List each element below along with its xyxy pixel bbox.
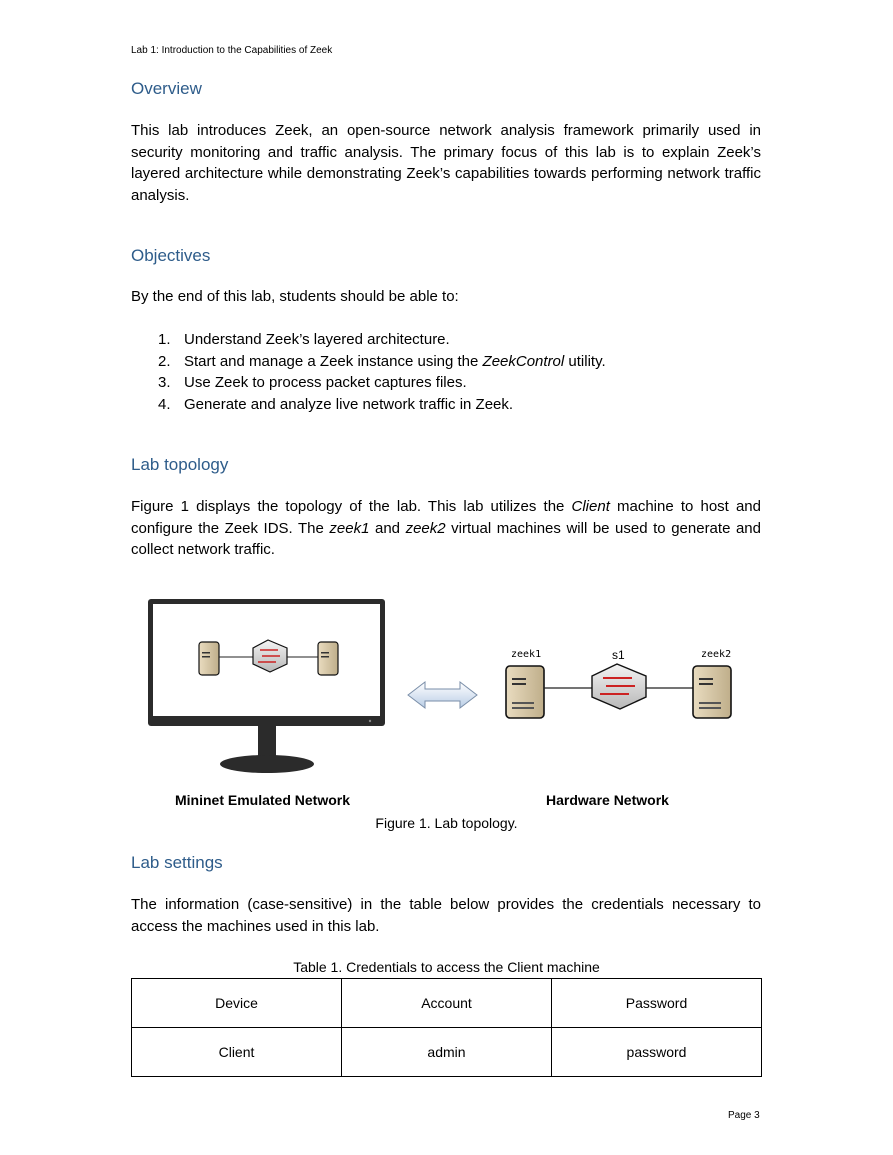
list-item: 3. Use Zeek to process packet captures files. [158, 374, 467, 391]
running-header: Lab 1: Introduction to the Capabilities of Zeek [131, 45, 333, 56]
zeek1-label: zeek1 [511, 649, 542, 660]
list-item: 4. Generate and analyze live network traffic in Zeek. [158, 395, 514, 413]
page-number: Page 3 [728, 1110, 760, 1121]
mininet-network-label: Mininet Emulated Network [175, 792, 351, 808]
mininet-host-left-icon [199, 642, 219, 675]
list-item: 1. Understand Zeek’s layered architecture. [158, 331, 450, 348]
overview-heading: Overview [131, 79, 202, 98]
zeek2-server-icon [693, 666, 731, 718]
zeek2-label: zeek2 [701, 649, 732, 660]
table-cell: admin [342, 1028, 552, 1077]
topology-text: Figure 1 displays the topology of the lab. This lab utilizes the Client machine to host and configure the Zeek IDS. The zeek1 and zeek2 virtual machines will be used to generate and collect network traffic. [131, 498, 761, 558]
column-header: Device [132, 979, 342, 1028]
topology-figure [140, 590, 760, 820]
table-header-row [132, 979, 762, 1028]
hardware-network-label: Hardware Network [546, 792, 669, 808]
mininet-host-right-icon [318, 642, 338, 675]
table-cell: Client [132, 1028, 342, 1077]
settings-text: The information (case-sensitive) in the table below provides the credentials necessary to access the machines used in this lab. [131, 896, 761, 935]
topology-heading: Lab topology [131, 455, 229, 474]
table-cell: password [552, 1028, 762, 1077]
settings-heading: Lab settings [131, 853, 223, 872]
table-caption: Table 1. Credentials to access the Client machine [293, 959, 600, 975]
credentials-table [131, 978, 762, 1077]
objectives-list [131, 329, 761, 415]
zeek1-server-icon [506, 666, 544, 718]
figure-caption: Figure 1. Lab topology. [375, 815, 518, 831]
objectives-heading: Objectives [131, 246, 211, 265]
column-header: Password [552, 979, 762, 1028]
objectives-intro: By the end of this lab, students should be able to: [131, 288, 459, 305]
s1-switch-icon [592, 664, 646, 709]
monitor-icon [148, 599, 385, 773]
s1-label: s1 [612, 648, 625, 662]
list-item: 2. Start and manage a Zeek instance using the ZeekControl utility. [158, 352, 606, 370]
column-header: Account [342, 979, 552, 1028]
double-arrow-icon [408, 682, 477, 708]
overview-text: This lab introduces Zeek, an open-source network analysis framework primarily used in security monitoring and traffic analysis. The primary focus of this lab is to explain Zeek’s layered architecture while demonstrating Zeek’s capabilities towards performing network traffic analysis. [131, 122, 761, 204]
table-row [132, 1028, 762, 1077]
